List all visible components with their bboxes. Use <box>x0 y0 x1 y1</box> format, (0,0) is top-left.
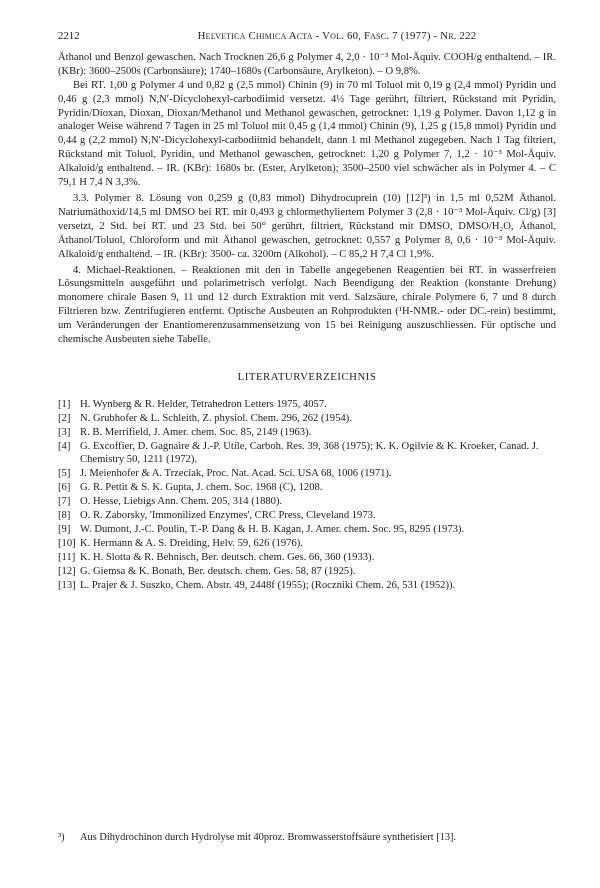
reference-number: [2] <box>58 412 71 424</box>
journal-title: Helvetica Chimica Acta - Vol. 60, Fasc. 7 (1977) - Nr. 222 <box>197 30 477 42</box>
reference-number: [4] <box>58 440 71 452</box>
reference-number: [11] <box>58 551 76 563</box>
reference-text: O. Hesse, Liebigs Ann. Chem. 205, 314 (1880). <box>80 496 283 508</box>
reference-item <box>58 412 556 426</box>
reference-text: L. Prajer & J. Suszko, Chem. Abstr. 49, 2448f (1955); (Roczniki Chem. 26, 531 (1952)). <box>80 579 456 591</box>
reference-text: O. R. Zaborsky, 'Immonilized Enzymes', CRC Press, Cleveland 1973. <box>80 510 376 522</box>
reference-number: [1] <box>58 398 71 410</box>
reference-number: [9] <box>58 524 71 535</box>
reference-item <box>58 495 556 509</box>
paragraph-polymer8: 3.3. Polymer 8. Lösung von 0,259 g (0,83 mmol) Dihydrocuprein (10) [12]³) in 1,5 ml 0,52M Äthanol. Natriumäthoxid/14,5 ml DMSO bei RT. mit 0,493 g chlormethyliertem Polymer 3 (2,8 · 10⁻³ Mol-Äquiv. Cl/g) [3] versetzt, 2 Std. bei RT. und 23 Std. bei 50° gerührt, filtriert, Rückstand mit DMSO, DMSO/H₂O, Äthanol, Äthanol/Toluol, Chloroform und mit Äthanol gewaschen, getrocknet: 0,557 g Polymer 8, 0,6 · 10⁻³ Mol-Äquiv. Alkaloid/g enthaltend. – IR. (KBr): 3500- ca. 3200m (Alkohol). – C 85,2 H 7,4 Cl 1,9%. <box>58 192 556 260</box>
reference-text: K. Hermann & A. S. Dreiding, Helv. 59, 626 (1976). <box>80 537 303 549</box>
reference-item <box>58 509 556 523</box>
reference-number: [6] <box>58 482 71 494</box>
document-page <box>58 30 556 593</box>
running-header <box>58 30 556 44</box>
reference-item <box>58 398 556 412</box>
footnote-mark: ³) <box>58 832 65 843</box>
reference-item <box>58 537 556 551</box>
reference-item <box>58 440 556 468</box>
reference-text: G. Giemsa & K. Bonath, Ber. deutsch. chem. Ges. 58, 87 (1925). <box>80 565 356 577</box>
reference-number: [7] <box>58 496 71 508</box>
reference-item <box>58 523 556 537</box>
reference-text: G. R. Pettit & S. K. Gupta, J. chem. Soc. 1968 (C), 1208. <box>80 482 323 494</box>
reference-number: [8] <box>58 510 71 522</box>
paragraph-polymer7: Bei RT. 1,00 g Polymer 4 und 0,82 g (2,5 mmol) Chinin (9) in 70 ml Toluol mit 0,19 g (2,4 mmol) Pyridin und 0,46 g (2,3 mmol) N,N′-Dicyclohexyl-carbodiimid versetzt. 4½ Tage gerührt, filtriert, Rückstand mit Pyridin, Pyridin/Dioxan, Dioxan, Dioxan/Methanol und Methanol gewaschen, getrocknet: 1,19 g Polymer. Davon 1,12 g in analoger Weise während 7 Tagen in 25 ml Toluol mit 0,45 g (1,4 mmol) Chinin (9), 1,25 g (15,8 mmol) Pyridin und 0,44 g (2,2 mmol) N,N′-Dicyclohexyl-carbodiimid behandelt, dann 1 ml Methanol zugegeben. Nach 1 Tag filtriert, Rückstand mit Toluol, Pyridin, und Methanol gewaschen, getrocknet: 1,20 g Polymer 7, 1,2 · 10⁻³ Mol-Äquiv. Alkaloid/g enthaltend. – IR. (KBr): 1680s br. (Ester, Arylketon); 3500–2500 viel schwächer als in Polymer 4. – C 79,1 H 7,4 N 3,3%. <box>58 79 556 189</box>
reference-text: G. Excoffier, D. Gagnaire & J.-P. Utile, Carboh. Res. 39, 368 (1975); K. K. Ogilvie & K. Kroeker, Canad. J. Chemistry 50, 1211 (1972). <box>80 440 539 466</box>
reference-number: [12] <box>58 565 76 577</box>
footnote <box>58 832 556 843</box>
reference-text: K. H. Slotta & R. Behnisch, Ber. deutsch. chem. Ges. 66, 360 (1933). <box>80 551 375 563</box>
reference-number: [5] <box>58 468 71 480</box>
reference-item <box>58 481 556 495</box>
reference-text: N. Grubhofer & L. Schleith, Z. physiol. Chem. 296, 262 (1954). <box>80 412 352 424</box>
page-number: 2212 <box>58 30 80 42</box>
reference-item <box>58 467 556 481</box>
references-list <box>58 398 556 593</box>
reference-item <box>58 565 556 579</box>
reference-number: [3] <box>58 426 71 438</box>
references-title: LITERATURVERZEICHNIS <box>237 370 377 383</box>
reference-item <box>58 426 556 440</box>
reference-number: [13] <box>58 579 76 591</box>
footnote-text: Aus Dihydrochinon durch Hydrolyse mit 40proz. Bromwasserstoffsäure synthetisiert [13]. <box>80 832 457 843</box>
reference-item <box>58 551 556 565</box>
paragraph-michael-reactions: 4. Michael-Reaktionen. – Reaktionen mit den in Tabelle angegebenen Reagentien bei RT. in wasserfreien Lösungsmitteln ausgeführt und polarimetrisch verfolgt. Nach Beendigung der Reaktion (konstante Drehung) monomere chirale Basen 9, 11 und 12 durch Extraktion mit verd. Salzsäure, chirale Polymere 6, 7 und 8 durch Filtrieren bzw. Zentrifugieren entfernt. Optische Ausbeuten an Rohprodukten (¹H-NMR.- oder DC.-rein) bestimmt, um Veränderungen der Enantiomerenzusammensetzung von 15 bei Reinigung auszuschliessen. Für optische und chemische Ausbeuten siehe Tabelle. <box>58 264 556 346</box>
reference-number: [10] <box>58 537 76 549</box>
reference-item <box>58 579 556 593</box>
reference-text: R. B. Merrifield, J. Amer. chem. Soc. 85, 2149 (1963). <box>80 426 312 438</box>
reference-text: H. Wynberg & R. Helder, Tetrahedron Letters 1975, 4057. <box>80 398 327 410</box>
paragraph-polymer4-wash: Äthanol und Benzol gewaschen. Nach Trocknen 26,6 g Polymer 4, 2,0 · 10⁻³ Mol-Äquiv. COOH/g enthaltend. – IR. (KBr): 3600–2500s (Carbonsäure); 1740–1680s (Carbonsäure, Arylketon). – O 9,8%. <box>58 51 556 77</box>
reference-text: J. Meienhofer & A. Trzeciak, Proc. Nat. Acad. Sci. USA 68, 1006 (1971). <box>80 468 392 480</box>
reference-text: W. Dumont, J.-C. Poulin, T.-P. Dang & H. B. Kagan, J. Amer. chem. Soc. 95, 8295 (1973). <box>80 524 465 535</box>
